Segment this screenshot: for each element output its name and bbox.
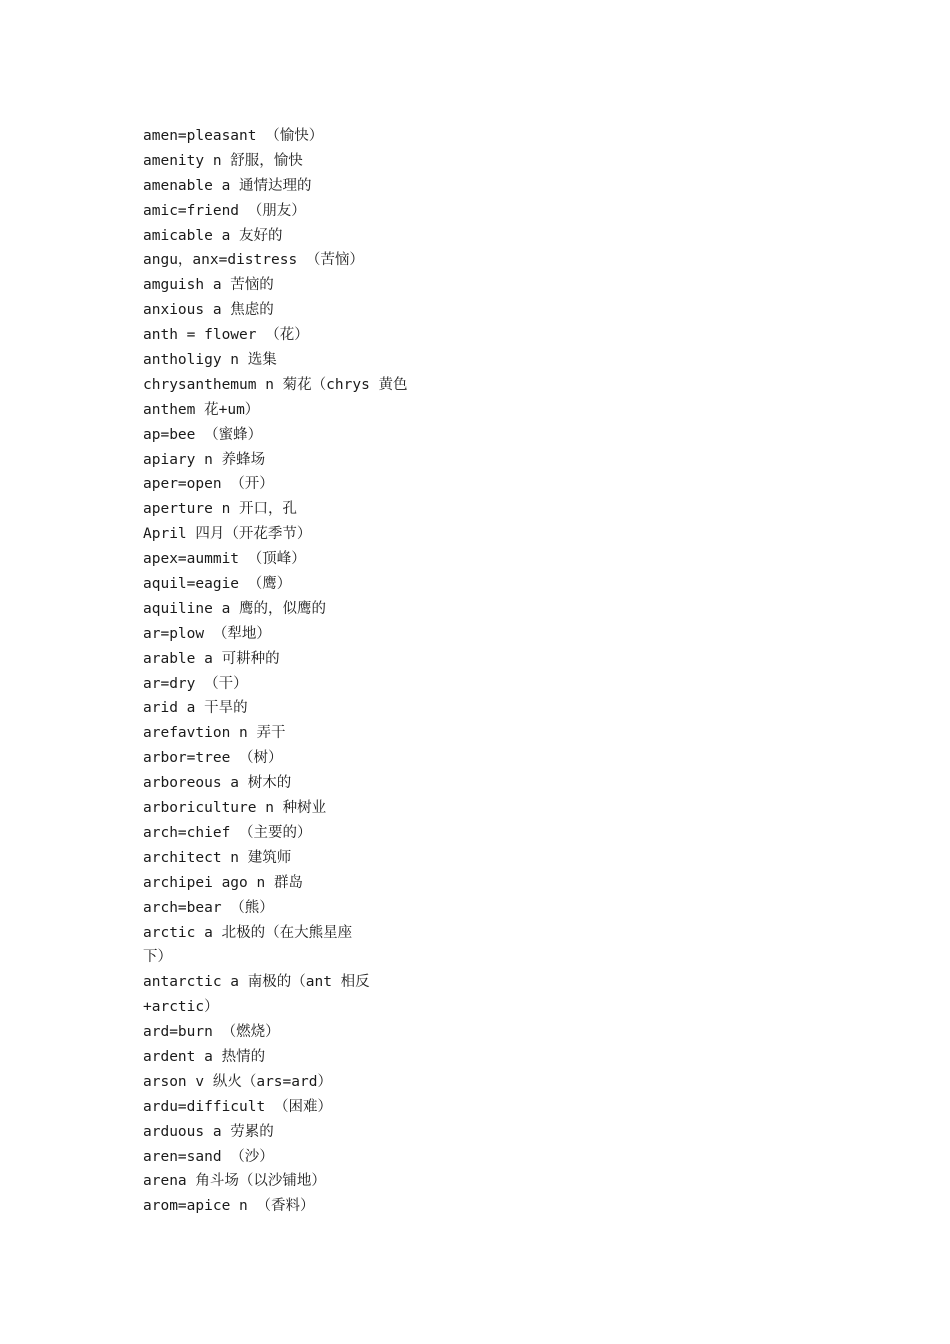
vocab-line: amenity n 舒服，愉快	[143, 152, 303, 169]
vocab-line: arena 角斗场（以沙铺地）	[143, 1173, 326, 1190]
vocab-line: aperture n 开口，孔	[143, 501, 298, 518]
vocab-line: anthem 花+um）	[143, 401, 260, 418]
vocab-line: arduous a 劳累的	[143, 1123, 274, 1140]
vocab-line: arid a 干旱的	[143, 700, 248, 717]
vocab-line: aren=sand （沙）	[143, 1148, 274, 1165]
vocabulary-list	[143, 124, 408, 1219]
vocab-line: arom=apice n （香料）	[143, 1198, 315, 1215]
vocab-line: arson v 纵火（ars=ard）	[143, 1073, 332, 1090]
vocab-line: antarctic a 南极的（ant 相反	[143, 974, 370, 991]
vocab-line: 下）	[143, 949, 172, 966]
vocab-line: arable a 可耕种的	[143, 650, 280, 667]
vocab-line: ardu=difficult （困难）	[143, 1098, 332, 1115]
vocab-line: amguish a 苦恼的	[143, 277, 274, 294]
vocab-line: arch=bear （熊）	[143, 899, 274, 916]
vocab-line: arboreous a 树木的	[143, 775, 292, 792]
vocab-line: amicable a 友好的	[143, 227, 283, 244]
vocab-line: anth = flower （花）	[143, 327, 309, 344]
vocab-line: chrysanthemum n 菊花（chrys 黄色	[143, 376, 408, 393]
vocab-line: architect n 建筑师	[143, 849, 292, 866]
vocab-line: ard=burn （燃烧）	[143, 1024, 280, 1041]
vocab-line: aper=open （开）	[143, 476, 274, 493]
vocab-line: ap=bee （蜜蜂）	[143, 426, 263, 443]
vocab-line: arctic a 北极的（在大熊星座	[143, 924, 353, 941]
vocab-line: anxious a 焦虑的	[143, 302, 274, 319]
vocab-line: April 四月（开花季节）	[143, 526, 312, 543]
vocab-line: arboriculture n 种树业	[143, 800, 327, 817]
vocab-line: apex=aummit （顶峰）	[143, 551, 306, 568]
vocab-line: amenable a 通情达理的	[143, 177, 312, 194]
vocab-line: arbor=tree （树）	[143, 750, 283, 767]
vocab-line: amen=pleasant （愉快）	[143, 128, 324, 144]
vocab-line: amic=friend （朋友）	[143, 202, 306, 219]
vocab-line: ardent a 热情的	[143, 1048, 266, 1065]
vocab-line: ar=dry （干）	[143, 675, 248, 692]
vocab-line: aquiline a 鹰的，似鹰的	[143, 600, 327, 617]
vocab-line: antholigy n 选集	[143, 352, 277, 369]
vocab-line: arefavtion n 弄干	[143, 725, 286, 742]
vocab-line: angu，anx=distress （苦恼）	[143, 252, 364, 269]
vocab-line: archipei ago n 群岛	[143, 874, 303, 891]
vocab-line: apiary n 养蜂场	[143, 451, 266, 468]
vocab-line: +arctic）	[143, 999, 219, 1016]
vocab-line: arch=chief （主要的）	[143, 824, 312, 841]
vocab-line: ar=plow （犁地）	[143, 625, 271, 642]
vocab-line: aquil=eagie （鹰）	[143, 576, 292, 593]
